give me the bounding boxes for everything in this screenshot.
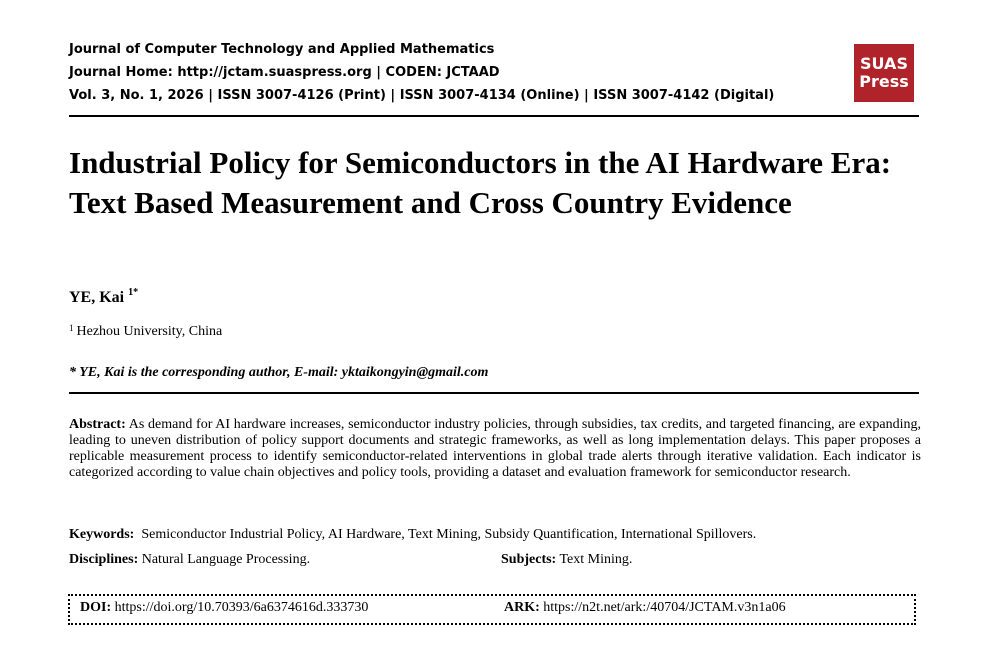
subjects-label: Subjects:	[501, 552, 557, 567]
subjects-text: Text Mining.	[559, 552, 633, 567]
logo-line-2: Press	[859, 72, 909, 91]
doi-label: DOI:	[80, 600, 112, 615]
ark-label: ARK:	[504, 600, 540, 615]
suas-press-logo[interactable]	[854, 44, 914, 102]
affiliation	[69, 324, 222, 340]
abstract-text: As demand for AI hardware increases, semiconductor industry policies, through subsidies, tax credits, and targeted financing, are expanding, leading to uneven distribution of policy support documents and strategic frameworks, as well as long implementation delays. This paper proposes a replicable measurement process to identify semiconductor-related interventions in global trade alerts through iterative validation. Each indicator is categorized according to value chain objectives and policy tools, providing a dataset and evaluation framework for semiconductor research.	[69, 417, 921, 480]
disciplines-text: Natural Language Processing.	[141, 552, 311, 567]
abstract-label: Abstract:	[69, 417, 126, 432]
subjects	[501, 552, 632, 568]
affiliation-superscript: 1	[69, 323, 74, 333]
doi-link[interactable]: https://doi.org/10.70393/6a6374616d.333730	[114, 600, 369, 615]
journal-volume-line: Vol. 3, No. 1, 2026 | ISSN 3007-4126 (Print) | ISSN 3007-4134 (Online) | ISSN 3007-4142 (Digital)	[69, 88, 775, 103]
ark-link[interactable]: https://n2t.net/ark:/40704/JCTAM.v3n1a06	[543, 600, 786, 615]
journal-home-line[interactable]: Journal Home: http://jctam.suaspress.org | CODEN: JCTAAD	[69, 65, 500, 80]
abstract	[69, 417, 921, 481]
affiliation-name: Hezhou University, China	[76, 324, 223, 339]
corresponding-author-note: * YE, Kai is the corresponding author, E-mail: yktaikongyin@gmail.com	[69, 365, 489, 380]
identifier-box	[68, 594, 916, 625]
journal-name: Journal of Computer Technology and Applied Mathematics	[69, 42, 495, 57]
section-divider	[69, 392, 919, 394]
logo-line-1: SUAS	[860, 54, 908, 73]
paper-title: Industrial Policy for Semiconductors in the AI Hardware Era: Text Based Measurement and Cross Country Evidence	[69, 145, 892, 220]
journal-header	[69, 38, 829, 107]
doi	[80, 600, 368, 616]
ark	[504, 600, 786, 616]
disciplines-label: Disciplines:	[69, 552, 139, 567]
header-divider	[69, 115, 919, 117]
disciplines	[69, 552, 310, 568]
keywords	[69, 527, 756, 543]
keywords-label: Keywords:	[69, 527, 135, 542]
author-superscript: 1*	[128, 287, 139, 298]
keywords-text: Semiconductor Industrial Policy, AI Hardware, Text Mining, Subsidy Quantification, International Spillovers.	[141, 527, 757, 542]
author-name: YE, Kai	[69, 289, 125, 306]
author-line	[69, 289, 138, 307]
